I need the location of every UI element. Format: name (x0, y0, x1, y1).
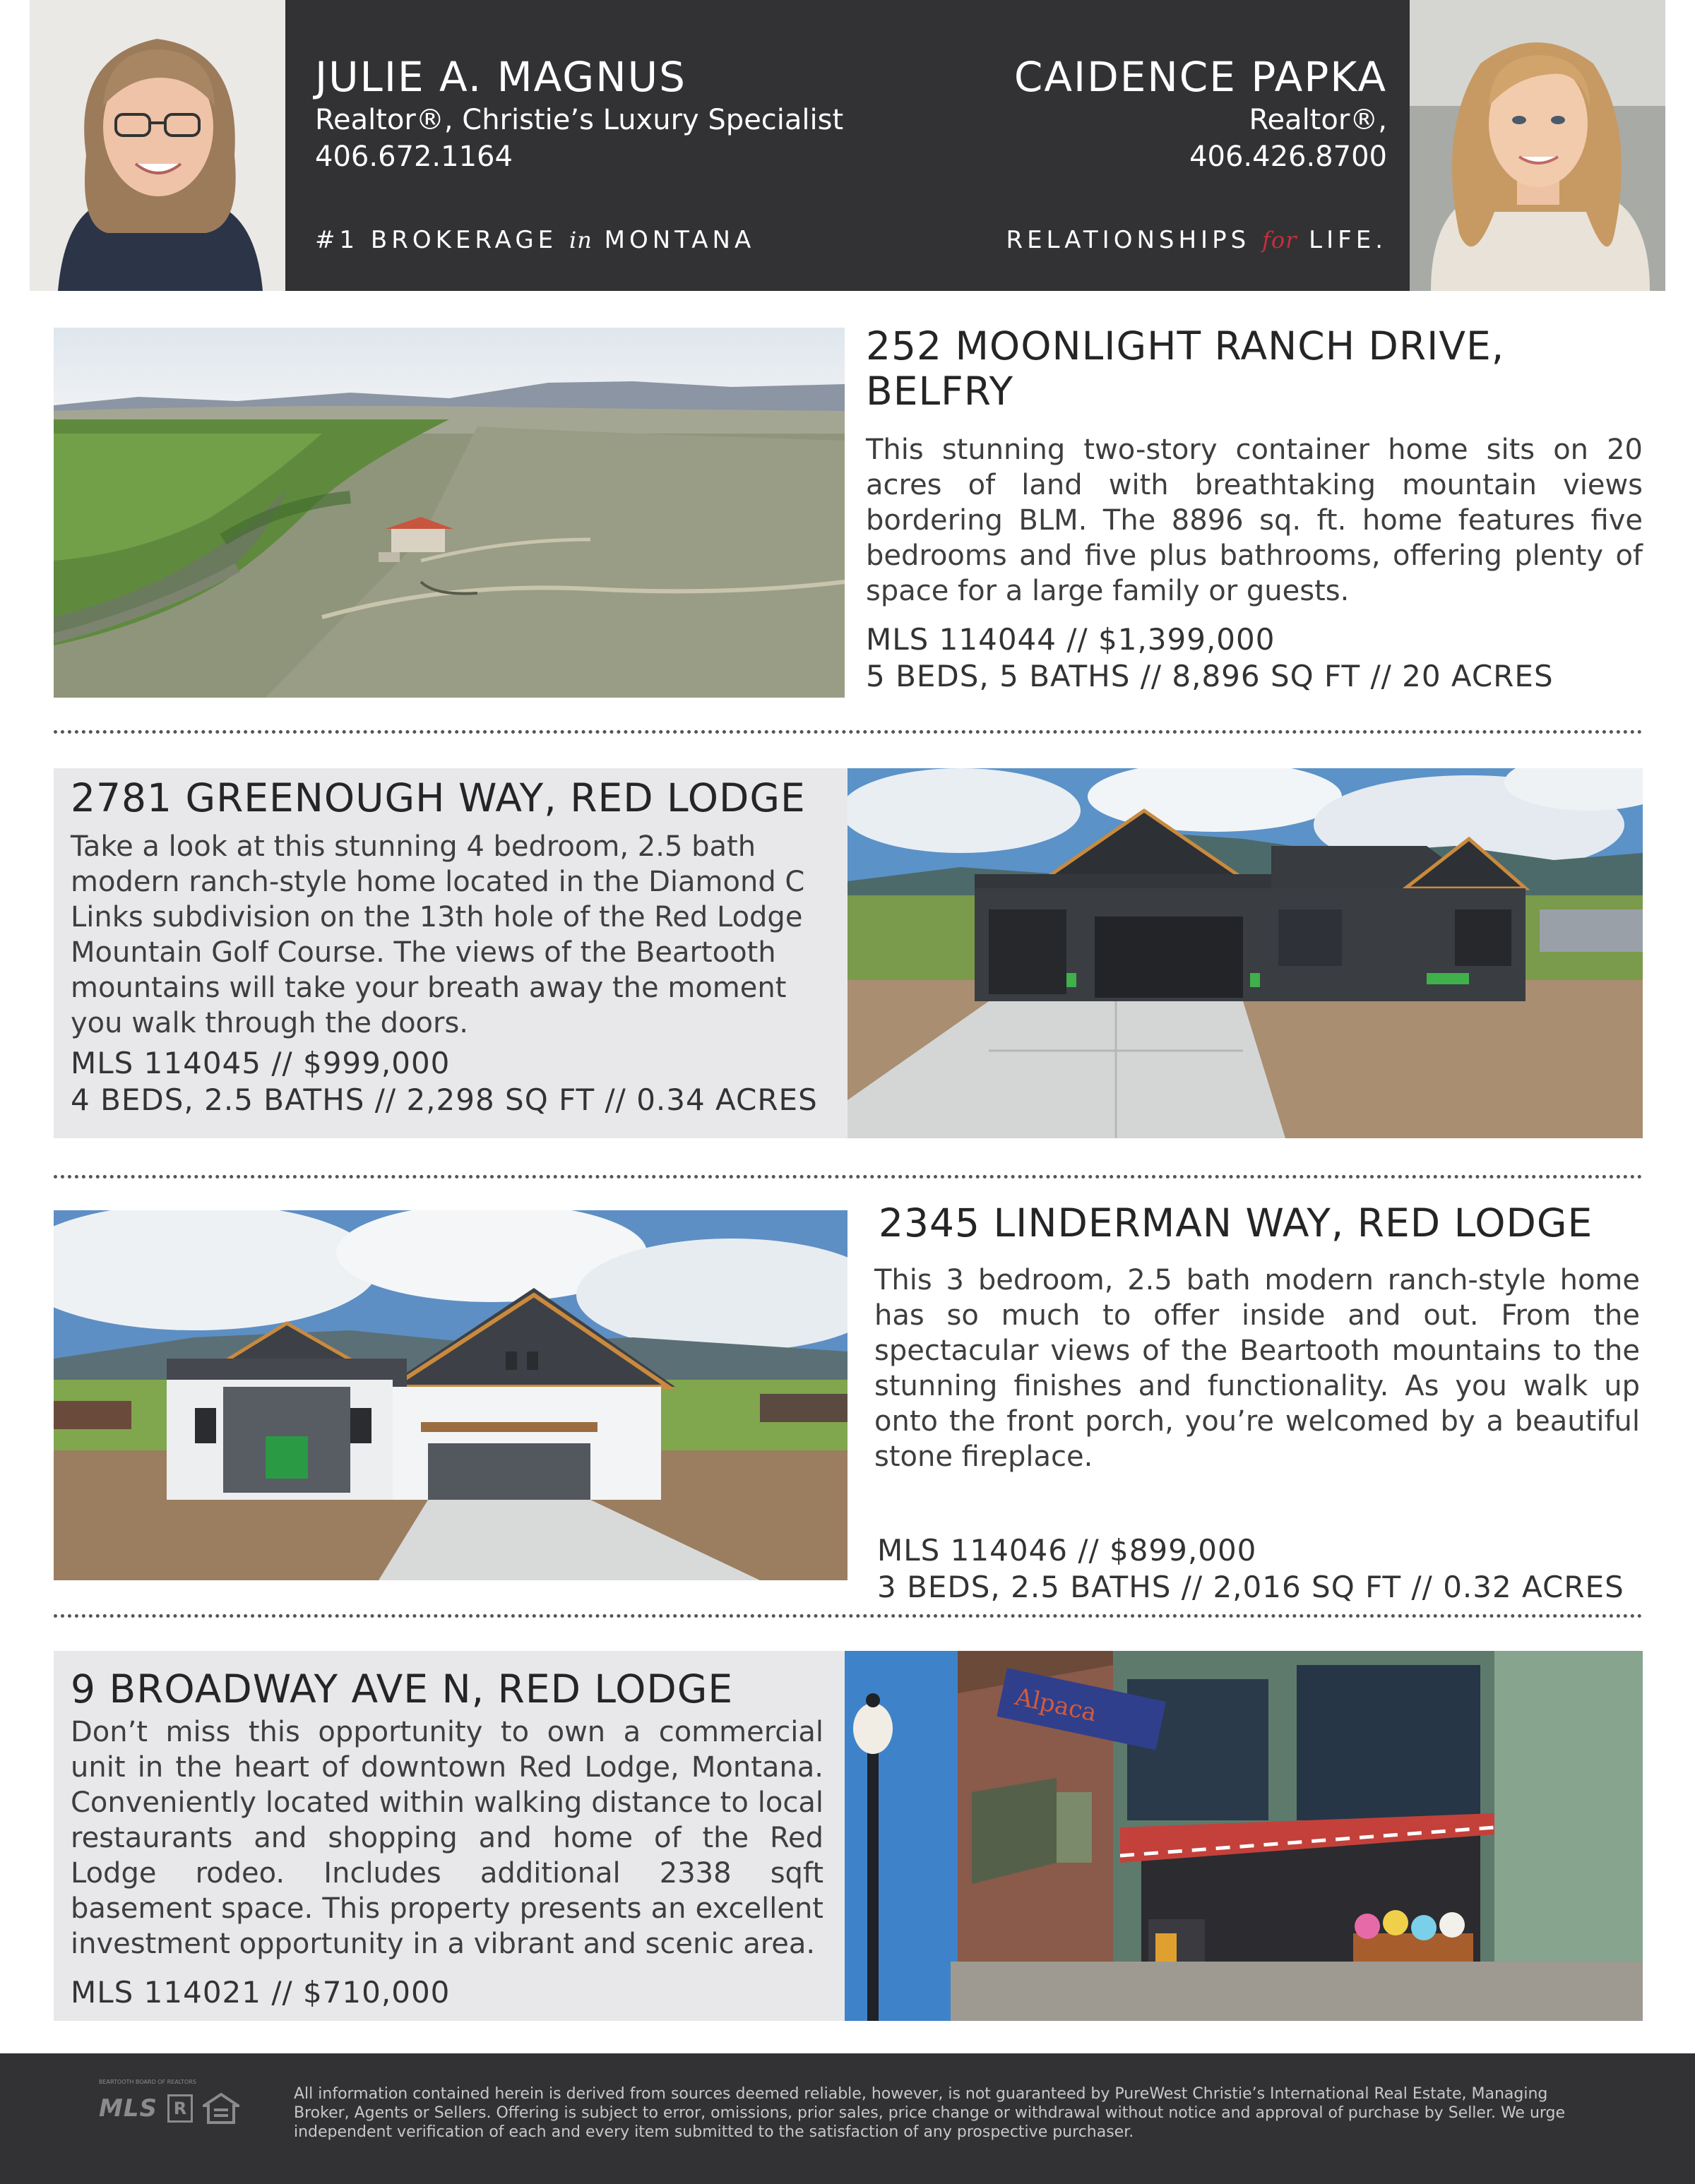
agent-info-right (1014, 52, 1387, 175)
agent-title: Realtor®, (1249, 104, 1387, 136)
white-ranch-house-photo (54, 1210, 848, 1580)
listing-3-text (870, 1200, 1640, 1606)
mls-logo (99, 2079, 196, 2123)
equal-housing-icon (203, 2093, 239, 2124)
tagline-text: MONTANA (592, 226, 756, 254)
listing-specs: 4 BEDS, 2.5 BATHS // 2,298 SQ FT // 0.34 ACRES (71, 1082, 818, 1117)
downtown-storefront-photo (845, 1651, 1643, 2021)
agent-photo-julie (30, 0, 285, 291)
footer (0, 2053, 1695, 2184)
listing-description: Take a look at this stunning 4 bedroom, 2.5 bath modern ranch-style home located in the Diamond C Links subdivision on the 13th hole of the Red Lodge Mountain Golf Course. The views of the Beartooth mountains will take your breath away the moment you walk through the doors. (71, 830, 805, 1039)
listing-description: Don’t miss this opportunity to own a commercial unit in the heart of downtown Red Lodge, Montana. Conveniently located within walking distance to local restaurants and shopping and home of the Red Lodge rodeo. Includes additional 2338 sqft basement space. This property presents an excellent investment opportunity in a vibrant and scenic area. (71, 1716, 823, 1960)
agent-title: Realtor®, Christie’s Luxury Specialist (315, 104, 844, 136)
realtor-logo: R (167, 2094, 193, 2123)
tagline-text: RELATIONSHIPS (1006, 226, 1262, 254)
agent-info-left (315, 52, 843, 175)
tagline-text: #1 BROKERAGE (315, 226, 569, 254)
agent-photo-caidence (1410, 0, 1665, 291)
agent-name: JULIE A. MAGNUS (315, 53, 686, 101)
mls-logo-caption: BEARTOOTH BOARD OF REALTORS (99, 2079, 196, 2085)
disclaimer-text: All information contained herein is derived from sources deemed reliable, however, is not guaranteed by PureWest Christie’s International Real Estate, Managing Broker, Agents or Sellers. Offering is subject to error, omissions, prior sales, price change or withdrawal without notice and approval of purchase by Seller. We urge independent verification of each and every item submitted to the satisfaction of any prospective purchaser. (294, 2085, 1566, 2141)
dotted-divider (54, 1614, 1643, 1618)
tagline-text: LIFE. (1297, 226, 1387, 254)
footer-logos (99, 2079, 239, 2124)
tagline-emphasis: in (569, 227, 593, 253)
dark-ranch-house-photo (848, 768, 1643, 1138)
aerial-ranch-photo (54, 328, 845, 698)
agent-name: CAIDENCE PAPKA (1013, 53, 1387, 101)
listing-address[interactable]: 2345 LINDERMAN WAY, RED LODGE (879, 1200, 1593, 1246)
listing-address[interactable]: 9 BROADWAY AVE N, RED LODGE (71, 1666, 734, 1712)
listing-description: This stunning two-story container home sits on 20 acres of land with breathtaking mountain views bordering BLM. The 8896 sq. ft. home features five bedrooms and five plus bathrooms, offering plenty of space for a large family or guests. (866, 434, 1643, 607)
store-sign-text: Alpaca (1012, 1683, 1100, 1728)
mls-logo-text: MLS (99, 2094, 157, 2123)
tagline-relationships (1006, 226, 1387, 254)
listing-specs: 3 BEDS, 2.5 BATHS // 2,016 SQ FT // 0.32 ACRES (877, 1570, 1624, 1604)
listing-specs: 5 BEDS, 5 BATHS // 8,896 SQ FT // 20 ACRES (866, 659, 1554, 693)
agent-phone[interactable]: 406.672.1164 (315, 141, 513, 173)
listing-mls-price: MLS 114046 // $899,000 (877, 1533, 1257, 1568)
listing-mls-price: MLS 114044 // $1,399,000 (866, 622, 1275, 657)
agent-phone[interactable]: 406.426.8700 (1189, 141, 1387, 173)
dotted-divider (54, 730, 1643, 734)
listing-address[interactable]: 252 MOONLIGHT RANCH DRIVE, BELFRY (866, 323, 1505, 414)
tagline-brokerage (315, 226, 755, 254)
listing-description: This 3 bedroom, 2.5 bath modern ranch-style home has so much to offer inside and out. From the spectacular views of the Beartooth mountains to the stunning finishes and functionality. As you walk up onto the front porch, you’re welcomed by a beautiful stone fireplace. (874, 1264, 1640, 1473)
header (0, 0, 1695, 291)
listing-mls-price: MLS 114045 // $999,000 (71, 1046, 451, 1080)
listing-mls-price: MLS 114021 // $710,000 (71, 1975, 451, 2010)
dotted-divider (54, 1175, 1643, 1178)
listing-address[interactable]: 2781 GREENOUGH WAY, RED LODGE (71, 775, 806, 821)
listing-1-text (866, 323, 1643, 695)
tagline-emphasis: for (1261, 227, 1297, 253)
listing-4-text (71, 1666, 823, 2011)
listing-2-text (71, 775, 840, 1118)
